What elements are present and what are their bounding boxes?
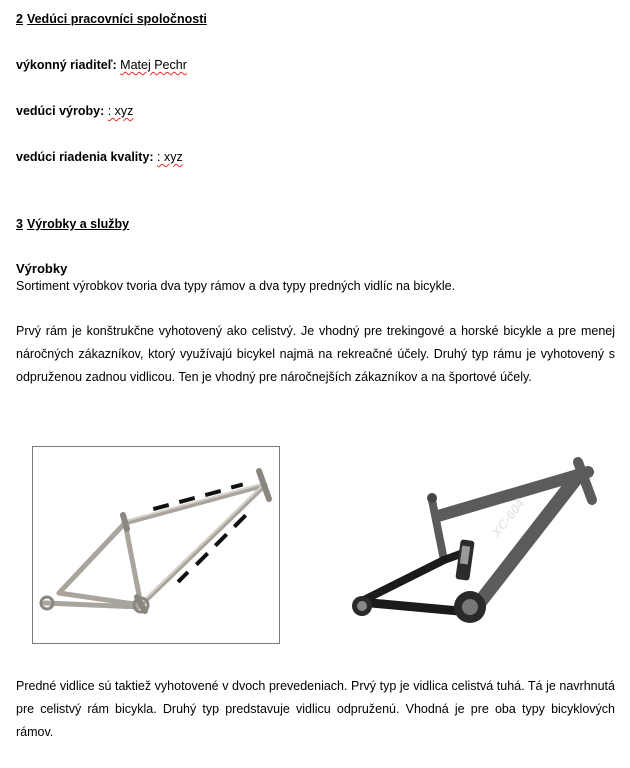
person-name: : xyz [157, 150, 183, 164]
frame-brand-text: XC-604 [488, 495, 528, 540]
person-name: : xyz [107, 104, 134, 118]
role-label: výkonný riaditeľ: [16, 58, 117, 72]
products-intro: Sortiment výrobkov tvoria dva typy rámov a dva typy predných vidlíc na bicykle. [16, 279, 456, 293]
suspension-frame-drawing [340, 452, 615, 642]
subheading-products: Výrobky [16, 261, 68, 276]
section-2-title: Vedúci pracovníci spoločnosti [26, 12, 207, 26]
section-3-heading [16, 217, 129, 231]
paragraph-forks: Predné vidlice sú taktiež vyhotovené v dvoch prevedeniach. Prvý typ je vidlica celistvá tuhá. Tá je navrhnutá pre celistvý rám bicykla. Druhý typ predstavuje vidlicu odpruženú. Vhodná je pre oba typy bicyklových rámov. [16, 679, 615, 739]
role-label: vedúci riadenia kvality: [16, 150, 154, 164]
paragraph-frames: Prvý rám je konštrukčne vyhotovený ako celistvý. Je vhodný pre trekingové a horské bicykle a pre menej náročných zákazníkov, ktorý využívajú bicykel najmä na rekreačné účely. Druhý typ rámu je vyhotovený s odpruženou zadnou vidlicou. Ten je vhodný pre náročnejších zákazníkov a na športové účely. [16, 324, 615, 384]
section-3-title: Výrobky a služby [26, 217, 130, 231]
frame-image-rigid [32, 446, 280, 644]
frame-image-suspension [340, 452, 615, 642]
person-name: Matej Pechr [120, 58, 187, 72]
person-quality [16, 150, 183, 164]
section-3-number: 3 [16, 217, 23, 231]
rigid-frame-drawing [33, 447, 279, 643]
person-ceo [16, 58, 187, 72]
person-production [16, 104, 133, 118]
section-2-number: 2 [16, 12, 23, 26]
role-label: vedúci výroby: [16, 104, 105, 118]
section-2-heading [16, 12, 207, 26]
